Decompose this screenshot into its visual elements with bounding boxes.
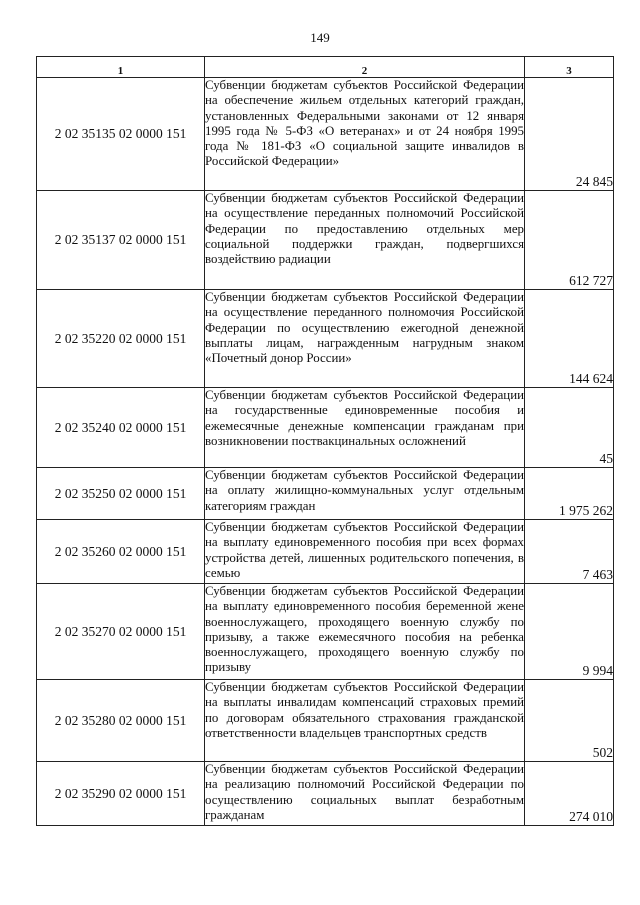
row-amount: 45: [525, 388, 614, 468]
row-amount: 1 975 262: [525, 468, 614, 520]
row-code: 2 02 35135 02 0000 151: [37, 78, 205, 191]
row-code: 2 02 35240 02 0000 151: [37, 388, 205, 468]
row-description: Субвенции бюджетам субъектов Российской Федерации на выплату единовременного пособия при всех формах устройства детей, лишенных родительского попечения, в семью: [205, 520, 525, 584]
row-description: Субвенции бюджетам субъектов Российской Федерации на реализацию полномочий Российской Федерации по осуществлению социальных выплат безработным гражданам: [205, 762, 525, 826]
row-amount: 9 994: [525, 584, 614, 680]
row-description: Субвенции бюджетам субъектов Российской Федерации на обеспечение жильем отдельных категорий граждан, установленных Федеральными законами от 12 января 1995 года № 5-ФЗ «О ветеранах» и от 24 ноября 1995 года № 181-ФЗ «О социальной защите инвалидов в Российской Федерации»: [205, 78, 525, 191]
row-amount: 144 624: [525, 290, 614, 388]
row-code: 2 02 35270 02 0000 151: [37, 584, 205, 680]
table-row: [37, 78, 614, 191]
column-header-description: 2: [205, 57, 525, 78]
table-row: [37, 680, 614, 762]
row-description: Субвенции бюджетам субъектов Российской Федерации на оплату жилищно-коммунальных услуг отдельным категориям граждан: [205, 468, 525, 520]
row-amount: 612 727: [525, 191, 614, 290]
column-header-amount: 3: [525, 57, 614, 78]
row-description: Субвенции бюджетам субъектов Российской Федерации на государственные единовременные пособия и ежемесячные денежные компенсации гражданам при возникновении поствакцинальных осложнений: [205, 388, 525, 468]
table-header-row: [37, 57, 614, 78]
row-amount: 274 010: [525, 762, 614, 826]
row-code: 2 02 35220 02 0000 151: [37, 290, 205, 388]
row-code: 2 02 35260 02 0000 151: [37, 520, 205, 584]
row-description: Субвенции бюджетам субъектов Российской Федерации на выплаты инвалидам компенсаций страховых премий по договорам обязательного страхования гражданской ответственности владельцев транспортных средств: [205, 680, 525, 762]
row-code: 2 02 35280 02 0000 151: [37, 680, 205, 762]
row-description: Субвенции бюджетам субъектов Российской Федерации на осуществление переданного полномочия Российской Федерации по осуществлению ежегодной денежной выплаты лицам, награжденным нагрудным знаком «Почетный донор России»: [205, 290, 525, 388]
row-code: 2 02 35250 02 0000 151: [37, 468, 205, 520]
page-number: 149: [310, 30, 330, 45]
column-header-code: 1: [37, 57, 205, 78]
table-row: [37, 468, 614, 520]
row-code: 2 02 35290 02 0000 151: [37, 762, 205, 826]
table-row: [37, 520, 614, 584]
table-row: [37, 584, 614, 680]
row-amount: 7 463: [525, 520, 614, 584]
row-description: Субвенции бюджетам субъектов Российской Федерации на выплату единовременного пособия беременной жене военнослужащего, проходящего военную службу по призыву, а также ежемесячного пособия на ребенка военнослужащего, проходящего военную службу по призыву: [205, 584, 525, 680]
table-row: [37, 290, 614, 388]
row-amount: 502: [525, 680, 614, 762]
table-row: [37, 388, 614, 468]
row-description: Субвенции бюджетам субъектов Российской Федерации на осуществление переданных полномочий Российской Федерации по предоставлению отдельных мер социальной поддержки граждан, подвергшихся воздействию радиации: [205, 191, 525, 290]
row-amount: 24 845: [525, 78, 614, 191]
table-row: [37, 762, 614, 826]
row-code: 2 02 35137 02 0000 151: [37, 191, 205, 290]
table-row: [37, 191, 614, 290]
budget-table: [36, 56, 614, 826]
